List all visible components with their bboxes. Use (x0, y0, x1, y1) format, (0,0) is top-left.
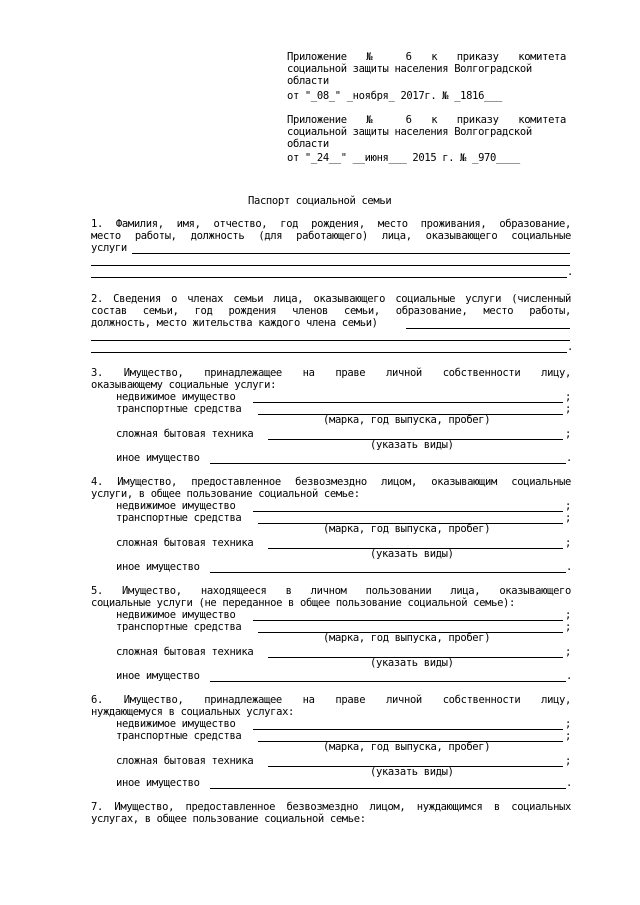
section7-line1: 7. Имущество, предоставленное безвозмездно лицом, нуждающимся в социальных (91, 801, 571, 813)
header2-line4: от "_24__" __июня___ 2015 г. № _970____ (287, 152, 520, 164)
section3-other-end: . (566, 452, 572, 464)
section2-line3: должность, место жительства каждого члена семьи) (91, 317, 378, 329)
header1-line1: Приложение № 6 к приказу комитета (287, 51, 566, 63)
section3-transport-hint: (марка, год выпуска, пробег) (323, 414, 491, 426)
section1-blank-3[interactable] (91, 277, 567, 278)
section4-appliances-label: сложная бытовая техника (116, 537, 254, 549)
section5-appliances-label: сложная бытовая техника (116, 646, 254, 658)
section2-end-period: . (567, 341, 573, 353)
section5-transport-hint: (марка, год выпуска, пробег) (323, 632, 491, 644)
header1-line4: от "_08_" _ноября_ 2017г. № _1816___ (287, 90, 502, 102)
section5-appliances-hint: (указать виды) (370, 657, 454, 669)
section5-realty-sep: ; (565, 609, 571, 621)
section6-line2: нуждающемуся в социальных услугах: (91, 706, 295, 718)
section5-other-field[interactable] (210, 681, 566, 682)
section5-other-label: иное имущество (116, 670, 200, 682)
document-title: Паспорт социальной семьи (248, 195, 392, 207)
section4-realty-label: недвижимое имущество (116, 500, 236, 512)
section3-realty-label: недвижимое имущество (116, 391, 236, 403)
section5-realty-label: недвижимое имущество (116, 609, 236, 621)
section6-transport-hint: (марка, год выпуска, пробег) (323, 741, 491, 753)
section3-line2: оказывающему социальные услуги: (91, 379, 277, 391)
section2-blank-1[interactable] (406, 328, 570, 329)
section4-transport-sep: ; (565, 512, 571, 524)
section6-transport-sep: ; (565, 730, 571, 742)
section6-realty-label: недвижимое имущество (116, 718, 236, 730)
section6-appliances-sep: ; (565, 755, 571, 767)
section1-line2: место работы, должность (для работающего) лица, оказывающего социальные (91, 230, 571, 242)
section4-line2: услуги, в общее пользование социальной семье: (91, 488, 360, 500)
section1-blank-1[interactable] (132, 253, 570, 254)
section1-line3: услуги (91, 242, 127, 254)
section6-transport-label: транспортные средства (116, 730, 242, 742)
section4-appliances-hint: (указать виды) (370, 548, 454, 560)
section4-transport-label: транспортные средства (116, 512, 242, 524)
section6-other-label: иное имущество (116, 777, 200, 789)
section2-blank-3[interactable] (91, 352, 567, 353)
section3-appliances-label: сложная бытовая техника (116, 428, 254, 440)
section5-other-end: . (566, 670, 572, 682)
section1-line1: 1. Фамилия, имя, отчество, год рождения, место проживания, образование, (91, 218, 571, 230)
section6-other-field[interactable] (210, 788, 566, 789)
section5-appliances-sep: ; (565, 646, 571, 658)
section3-appliances-hint: (указать виды) (370, 439, 454, 451)
section6-appliances-label: сложная бытовая техника (116, 755, 254, 767)
section2-line1: 2. Сведения о членах семьи лица, оказывающего социальные услуги (численный (91, 293, 571, 305)
section4-realty-field[interactable] (253, 511, 563, 512)
section2-line2: состав семьи, год рождения членов семьи, образование, место работы, (91, 305, 571, 317)
section1-end-period: . (567, 266, 573, 278)
section5-realty-field[interactable] (253, 620, 563, 621)
section3-line1: 3. Имущество, принадлежащее на праве личной собственности лицу, (91, 367, 571, 379)
section5-line2: социальные услуги (не переданное в общее пользование социальной семье): (91, 597, 515, 609)
header2-line1: Приложение № 6 к приказу комитета (287, 114, 566, 126)
section5-line1: 5. Имущество, находящееся в личном пользовании лица, оказывающего (91, 585, 571, 597)
section4-transport-hint: (марка, год выпуска, пробег) (323, 523, 491, 535)
section7-line2: услугах, в общее пользование социальной семье: (91, 813, 366, 825)
header1-line2: социальной защиты населения Волгоградской (287, 63, 532, 75)
section4-other-label: иное имущество (116, 561, 200, 573)
section5-transport-sep: ; (565, 621, 571, 633)
section6-line1: 6. Имущество, принадлежащее на праве личной собственности лицу, (91, 694, 571, 706)
section6-other-end: . (566, 777, 572, 789)
section3-transport-label: транспортные средства (116, 403, 242, 415)
section6-appliances-hint: (указать виды) (370, 766, 454, 778)
section6-realty-field[interactable] (253, 729, 563, 730)
section1-blank-2[interactable] (91, 265, 570, 266)
section3-transport-sep: ; (565, 403, 571, 415)
header2-line3: области (287, 138, 329, 150)
section6-realty-sep: ; (565, 718, 571, 730)
section4-other-field[interactable] (210, 572, 566, 573)
section4-other-end: . (566, 561, 572, 573)
section3-realty-sep: ; (565, 391, 571, 403)
section4-appliances-sep: ; (565, 537, 571, 549)
section3-realty-field[interactable] (253, 402, 563, 403)
section3-appliances-sep: ; (565, 428, 571, 440)
header1-line3: области (287, 75, 329, 87)
section5-transport-label: транспортные средства (116, 621, 242, 633)
header2-line2: социальной защиты населения Волгоградской (287, 126, 532, 138)
section4-realty-sep: ; (565, 500, 571, 512)
section3-other-label: иное имущество (116, 452, 200, 464)
section4-line1: 4. Имущество, предоставленное безвозмездно лицом, оказывающим социальные (91, 476, 571, 488)
section3-other-field[interactable] (210, 463, 566, 464)
section2-blank-2[interactable] (91, 340, 570, 341)
